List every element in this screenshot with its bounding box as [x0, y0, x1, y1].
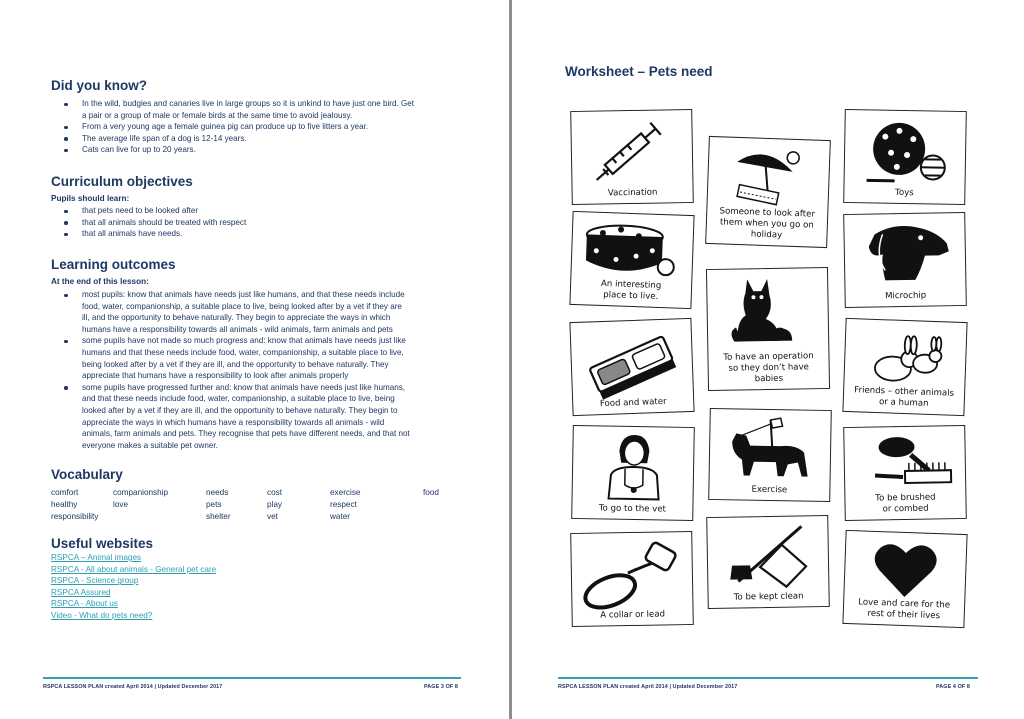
card-caption: A collar or lead — [600, 609, 666, 621]
link-video-pets-need[interactable]: Video - What do pets need? — [51, 610, 153, 620]
card-toys — [843, 109, 967, 205]
page-number: PAGE 3 OF 8 — [424, 684, 458, 690]
list-item: some pupils have progressed further and: know that animals have needs just like humans, and that these needs include food, water, companionship, a suitable place to live, being looked after by a vet if they are ill, and the opportunity to behave naturally. They begin to appreciate the ways in which humans have a responsibility towards all animals - wild animals, farm animals and pets. They recognise that pets have different needs, and that not everyone makes a suitable pet owner. — [51, 382, 491, 452]
footer-divider — [43, 677, 461, 679]
link-about-us[interactable]: RSPCA - About us — [51, 599, 118, 609]
vocab-word: vet — [267, 512, 278, 521]
vocab-word: cost — [267, 488, 283, 497]
page-number: PAGE 4 OF 8 — [936, 684, 970, 690]
vocab-word: comfort — [51, 488, 79, 497]
link-rspca-assured[interactable]: RSPCA Assured — [51, 587, 111, 597]
card-caption: To be brushed or combed — [875, 492, 936, 515]
card-caption: Exercise — [751, 484, 788, 496]
vocab-word: shelter — [206, 512, 231, 521]
card-microchip — [843, 212, 967, 308]
vocab-word: food — [423, 488, 439, 497]
card-caption: Love and care for the rest of their lives — [858, 597, 951, 622]
footer-text: RSPCA LESSON PLAN created April 2014 | Updated December 2017 — [43, 684, 223, 690]
vocab-word: healthy — [51, 500, 78, 509]
vocabulary-table — [51, 488, 451, 524]
card-food-water — [569, 318, 694, 416]
vocab-word: companionship — [113, 488, 169, 497]
did-you-know-list — [51, 98, 491, 156]
list-item: In the wild, budgies and canaries live in large groups so it is unkind to have just one bird. Get a pair or a group of male or female birds at the same time to avoid jealousy. — [51, 98, 491, 121]
card-collar — [570, 531, 694, 627]
vocab-word: play — [267, 500, 283, 509]
outcomes-intro: At the end of this lesson: — [51, 277, 149, 286]
card-caption: To be kept clean — [733, 591, 804, 603]
vocab-word: respect — [330, 500, 357, 509]
page-3 — [0, 0, 509, 719]
list-item: that pets need to be looked after — [51, 205, 491, 217]
useful-websites-heading: Useful websites — [51, 536, 154, 551]
worksheet-title: Worksheet – Pets need — [565, 64, 713, 79]
websites-list — [51, 552, 216, 622]
card-caption: An interesting place to live. — [600, 278, 662, 302]
card-caption: To go to the vet — [598, 503, 667, 515]
card-caption: Friends – other animals or a human — [854, 385, 955, 409]
vocab-word: water — [330, 512, 351, 521]
curriculum-intro: Pupils should learn: — [51, 194, 130, 203]
learning-outcomes-heading: Learning outcomes — [51, 257, 176, 272]
footer-divider — [558, 677, 978, 679]
vocab-word: responsibility — [51, 512, 99, 521]
card-holiday — [705, 136, 831, 248]
card-exercise — [708, 408, 832, 502]
vocab-word: needs — [206, 488, 229, 497]
card-caption: Vaccination — [607, 187, 658, 199]
list-item: From a very young age a female guinea pig can produce up to five litters a year. — [51, 121, 491, 133]
list-item: that all animals have needs. — [51, 228, 491, 240]
card-caption: Microchip — [884, 290, 927, 302]
link-animal-images[interactable]: RSPCA – Animal images — [51, 553, 142, 562]
page-4 — [512, 0, 1024, 719]
card-vaccination — [570, 109, 694, 205]
card-brushed — [843, 425, 967, 521]
card-vet — [571, 425, 695, 521]
footer-text: RSPCA LESSON PLAN created April 2014 | Updated December 2017 — [558, 684, 738, 690]
card-operation — [706, 267, 830, 391]
vocab-word: love — [113, 500, 129, 509]
card-caption: Food and water — [599, 396, 667, 410]
list-item: The average life span of a dog is 12-14 years. — [51, 133, 491, 145]
card-interesting-place — [569, 211, 694, 309]
card-caption: To have an operation so they don’t have babies — [723, 351, 814, 385]
outcomes-list — [51, 289, 491, 451]
did-you-know-heading: Did you know? — [51, 78, 147, 93]
card-friends — [842, 318, 967, 416]
card-caption: Toys — [894, 187, 914, 199]
card-love-care — [842, 530, 967, 628]
card-kept-clean — [706, 515, 830, 609]
list-item: Cats can live for up to 20 years. — [51, 144, 491, 156]
link-general-pet-care[interactable]: RSPCA - All about animals - General pet care — [51, 564, 217, 574]
card-caption: Someone to look after them when you go on holiday — [719, 206, 816, 241]
list-item: that all animals should be treated with respect — [51, 217, 491, 229]
link-science-group[interactable]: RSPCA - Science group — [51, 576, 139, 586]
vocabulary-heading: Vocabulary — [51, 467, 123, 482]
vocab-word: pets — [206, 500, 222, 509]
list-item: some pupils have not made so much progress and: know that animals have needs just like humans and that these needs include food, water, companionship, a suitable place to live, being looked after by a vet if they are ill, and the opportunity to behave naturally. They appreciate that humans have a responsibility to look after animals properly — [51, 335, 491, 381]
curriculum-list — [51, 205, 491, 240]
vocab-word: exercise — [330, 488, 361, 497]
curriculum-heading: Curriculum objectives — [51, 174, 193, 189]
list-item: most pupils: know that animals have needs just like humans, and that these needs include food, water, companionship, a suitable place to live, being looked after by a vet if they are ill, and the opportunity to behave naturally. They begin to appreciate the ways in which humans have a responsibility towards all animals - wild animals, farm animals and pets — [51, 289, 491, 335]
